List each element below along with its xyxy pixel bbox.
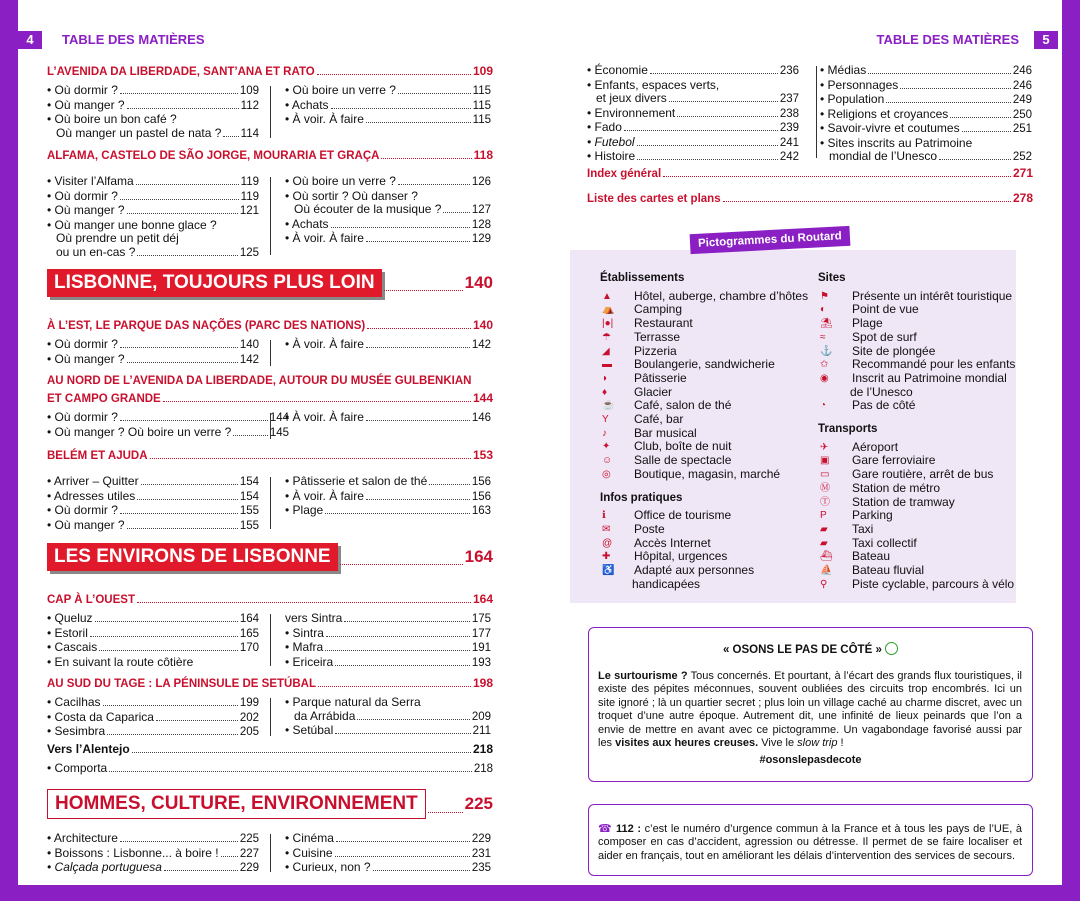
restaurant-icon: |●| <box>602 318 614 330</box>
pictogram-item: P Parking <box>820 508 893 523</box>
toc-part-heading[interactable]: LES ENVIRONS DE LISBONNE 164 <box>47 543 493 571</box>
column-divider <box>270 698 271 736</box>
toc-entry[interactable]: • Calçada portuguesa 229 <box>47 860 259 874</box>
column-divider <box>270 477 271 529</box>
toc-entry[interactable]: • Où manger ? 155 <box>47 517 259 532</box>
toc-section-heading[interactable]: BELÉM ET AJUDA 153 <box>47 448 493 462</box>
train-icon: ▣ <box>820 455 830 467</box>
pictogram-item: ▬ Boulangerie, sandwicherie <box>602 357 775 372</box>
unesco-icon: ◉ <box>820 372 829 384</box>
pictogram-item: ⛵ Bateau fluvial <box>820 563 925 578</box>
toc-entry[interactable]: • Boissons : Lisbonne... à boire ! 227 <box>47 845 259 860</box>
boat-icon: ⛴ <box>820 551 833 563</box>
toc-entry[interactable]: • Savoir-vivre et coutumes 251 <box>820 121 1032 135</box>
camping-icon: ⛺ <box>602 304 615 316</box>
pictogram-item: ⛺ Camping <box>602 302 683 317</box>
toc-entry[interactable]: • En suivant la route côtière <box>47 654 194 669</box>
toc-section-heading-line1[interactable]: AU NORD DE L’AVENIDA DA LIBERDADE, AUTOUR DU MUSÉE GULBENKIAN <box>47 375 472 387</box>
osons-box <box>588 627 1033 782</box>
bus-icon: ▭ <box>820 469 830 481</box>
toc-entry[interactable]: • Médias 246 <box>820 63 1032 77</box>
left-page-number: 4 <box>18 31 42 49</box>
river-boat-icon: ⛵ <box>820 565 833 577</box>
pictogram-item: ⚑ Présente un intérêt touristique <box>820 288 1013 303</box>
aside-icon <box>885 642 898 655</box>
info-icon: ℹ <box>602 510 606 522</box>
osons-title: « OSONS LE PAS DE CÔTÉ » <box>589 642 1032 656</box>
toc-entry[interactable]: • Comporta 218 <box>47 761 493 775</box>
toc-subsection-heading[interactable]: Vers l’Alentejo 218 <box>47 742 493 756</box>
toc-entry[interactable]: • Mafra 191 <box>285 640 491 654</box>
surf-icon: ≈ <box>820 331 826 343</box>
toc-entry-continued[interactable]: et jeux divers 237 <box>596 91 799 105</box>
toc-part-heading[interactable]: LISBONNE, TOUJOURS PLUS LOIN 140 <box>47 269 493 297</box>
kids-icon: ✩ <box>820 359 829 371</box>
toc-entry[interactable]: • Où manger ? Où boire un verre ? 145 <box>47 424 289 439</box>
pictogram-item: ⛱ Plage <box>820 316 883 331</box>
toc-entry[interactable]: • Où dormir ? 140 <box>47 337 259 351</box>
toc-entry[interactable]: • Achats 128 <box>285 216 491 231</box>
toc-entry-continued[interactable]: Où écouter de la musique ? 127 <box>294 202 491 216</box>
toc-entry[interactable]: • À voir. À faire 115 <box>285 112 491 126</box>
toc-entry-continued: Où prendre un petit déj <box>56 231 179 245</box>
toc-entry[interactable]: • Où boire un verre ? 126 <box>285 174 491 188</box>
toc-entry[interactable]: • Cinéma 229 <box>285 831 491 845</box>
toc-entry[interactable]: • Cacilhas 199 <box>47 695 259 709</box>
toc-entry[interactable]: • Où manger ? 112 <box>47 97 259 112</box>
bar-icon: Y <box>602 414 609 426</box>
pictogram-group-heading: Infos pratiques <box>600 491 683 504</box>
pastry-icon: ◗ <box>602 372 609 384</box>
pictogram-item: ◗ Pâtisserie <box>602 370 687 385</box>
toc-entry[interactable]: • À voir. À faire 146 <box>285 410 491 424</box>
pictogram-badge: Pictogrammes du Routard <box>690 226 851 254</box>
toc-entry[interactable]: • Visiter l’Alfama 119 <box>47 174 259 188</box>
toc-entry[interactable]: • Arriver – Quitter 154 <box>47 474 259 488</box>
pictogram-item: ≈ Spot de surf <box>820 329 917 344</box>
toc-entry-continued[interactable]: vers Sintra 175 <box>285 611 491 625</box>
pictogram-item: |●| Restaurant <box>602 316 693 331</box>
toc-entry-continued[interactable]: Où manger un pastel de nata ? 114 <box>56 125 259 140</box>
tram-icon: Ⓣ <box>820 496 830 508</box>
toc-entry[interactable]: • Où dormir ? 119 <box>47 188 259 203</box>
pictogram-item: ◔ Pas de côté <box>820 398 916 413</box>
toc-entry[interactable]: • Où dormir ? 155 <box>47 503 259 517</box>
toc-entry[interactable]: • Sintra 177 <box>285 625 491 640</box>
toc-entry[interactable]: • Où boire un verre ? 115 <box>285 83 491 97</box>
coffee-icon: ☕ <box>602 400 615 412</box>
toc-entry[interactable]: • Où boire un bon café ? <box>47 112 177 126</box>
mail-icon: ✉ <box>602 523 611 535</box>
toc-entry[interactable]: • Plage 163 <box>285 503 491 517</box>
toc-entry[interactable]: • Parque natural da Serra <box>285 695 421 709</box>
toc-entry[interactable]: • Où dormir ? 109 <box>47 83 259 97</box>
osons-text: Le surtourisme ? Tous concernés. Et pourtant, à l’écart des grands flux touristiques, il existe des pépites méconnues, souvent oubliées des circuits trop encombrés. Ici un site ignoré ; là un quartier secret ; plus loin un village caché au charme discret, avec un troquet d’une autre époque. Autrement dit, une infinité de lieux peinards que l’on a envie de mettre en avant avec ce pictogramme. Un vagabondage favorisé aussi par les visites aux heures creuses. Vive le slow trip ! <box>598 670 1022 750</box>
toc-entry[interactable]: • Fado 239 <box>587 120 799 134</box>
diving-icon: ⚓ <box>820 345 833 357</box>
hospital-icon: ✚ <box>602 551 611 563</box>
pictogram-item: ▣ Gare ferroviaire <box>820 453 936 468</box>
hotel-icon: ▲ <box>602 290 612 302</box>
left-page-title: TABLE DES MATIÈRES <box>62 32 205 47</box>
osons-hashtag: #osonslepasdecote <box>759 754 862 767</box>
toc-section-heading[interactable]: Liste des cartes et plans 278 <box>587 191 1033 205</box>
sight-icon: ⚑ <box>820 290 829 302</box>
pictogram-item: ✚ Hôpital, urgences <box>602 549 728 564</box>
toc-entry[interactable]: • Où manger ? 142 <box>47 351 259 366</box>
toc-entry[interactable]: • Où dormir ? 144 <box>47 410 289 424</box>
toc-entry[interactable]: • À voir. À faire 142 <box>285 337 491 351</box>
toc-entry[interactable]: • Achats 115 <box>285 97 491 112</box>
bakery-icon: ▬ <box>602 359 612 371</box>
pictogram-item: ◎ Boutique, magasin, marché <box>602 466 781 481</box>
toc-section-heading[interactable]: ALFAMA, CASTELO DE SÃO JORGE, MOURARIA ET GRAÇA 118 <box>47 148 493 162</box>
toc-entry[interactable]: • Personnages 246 <box>820 77 1032 92</box>
toc-entry[interactable]: • Où sortir ? Où danser ? <box>285 188 418 203</box>
pictogram-item: ☂ Terrasse <box>602 329 681 344</box>
pictogram-item: ◢ Pizzeria <box>602 343 677 358</box>
pictogram-item: ☺ Salle de spectacle <box>602 453 732 468</box>
toc-section-heading[interactable]: À L’EST, LE PARQUE DAS NAÇÕES (PARC DES NATIONS) 140 <box>47 318 493 332</box>
pictogram-item: ◉ Inscrit au Patrimoine mondial <box>820 370 1007 385</box>
column-divider <box>270 614 271 666</box>
pictogram-item: Ⓣ Station de tramway <box>820 494 955 509</box>
column-divider <box>270 340 271 366</box>
right-page-title: TABLE DES MATIÈRES <box>876 32 1019 47</box>
pictogram-item: ▰ Taxi <box>820 521 874 536</box>
toc-entry[interactable]: • Où manger ? 121 <box>47 203 259 217</box>
pictogram-item: ⚓ Site de plongée <box>820 343 936 358</box>
toc-entry[interactable]: • Sesimbra 205 <box>47 724 259 738</box>
toc-entry[interactable]: • Religions et croyances 250 <box>820 106 1032 121</box>
pictogram-item: ✩ Recommandé pour les enfants <box>820 357 1016 372</box>
pictogram-item: ℹ Office de tourisme <box>602 508 732 523</box>
pictogram-item: ◐ Point de vue <box>820 302 919 317</box>
airport-icon: ✈ <box>820 441 829 453</box>
pictogram-item: ⛴ Bateau <box>820 549 891 564</box>
column-divider <box>270 834 271 872</box>
column-divider <box>270 177 271 255</box>
toc-entry[interactable]: • Curieux, non ? 235 <box>285 860 491 874</box>
club-icon: ✦ <box>602 441 611 453</box>
phone-icon: ☎ <box>598 823 613 835</box>
music-icon: ♪ <box>602 427 607 439</box>
pictogram-group-heading: Sites <box>818 272 846 284</box>
pictogram-item: ⚲ Piste cyclable, parcours à vélo <box>820 576 1015 591</box>
column-divider <box>816 66 817 158</box>
pictogram-item: Y Café, bar <box>602 412 684 427</box>
toc-entry-continued[interactable]: ou un en-cas ? 125 <box>56 244 259 259</box>
pictogram-item: ♿ Adapté aux personnes <box>602 563 755 578</box>
toc-entry[interactable]: • Population 249 <box>820 92 1032 106</box>
wheelchair-icon: ♿ <box>602 565 615 577</box>
terrace-icon: ☂ <box>602 331 611 343</box>
toc-entry[interactable]: • Adresses utiles 154 <box>47 488 259 503</box>
pictogram-item: ▭ Gare routière, arrêt de bus <box>820 467 994 482</box>
toc-part-heading[interactable]: HOMMES, CULTURE, ENVIRONNEMENT 225 <box>47 789 493 819</box>
toc-entry[interactable]: • Queluz 164 <box>47 611 259 625</box>
toc-entry[interactable]: • Cuisine 231 <box>285 845 491 860</box>
toc-section-heading[interactable]: L’AVENIDA DA LIBERDADE, SANT’ANA ET RATO 109 <box>47 64 493 78</box>
toc-entry[interactable]: • À voir. À faire 129 <box>285 231 491 245</box>
toc-entry[interactable]: • Enfants, espaces verts, <box>587 77 720 92</box>
right-page-number: 5 <box>1034 31 1058 49</box>
pictogram-item-continued: handicapées <box>632 576 701 591</box>
toc-entry[interactable]: • Où manger une bonne glace ? <box>47 217 217 232</box>
metro-icon: Ⓜ <box>820 482 830 494</box>
toc-entry[interactable]: • Costa da Caparica 202 <box>47 709 259 724</box>
column-divider <box>270 413 271 439</box>
toc-section-heading[interactable]: Index général 271 <box>587 166 1033 180</box>
pictogram-item: ♦ Glacier <box>602 384 673 399</box>
toc-entry-continued[interactable]: da Arrábida 209 <box>294 708 491 723</box>
icecream-icon: ♦ <box>602 386 608 398</box>
toc-entry-continued[interactable]: mondial de l’Unesco 252 <box>829 149 1032 163</box>
shop-icon: ◎ <box>602 468 611 480</box>
toc-entry[interactable]: • Économie 236 <box>587 63 799 77</box>
toc-entry[interactable]: • Environnement 238 <box>587 105 799 120</box>
toc-entry[interactable]: • Futebol 241 <box>587 134 799 149</box>
toc-section-heading[interactable]: AU SUD DU TAGE : LA PÉNINSULE DE SETÚBAL 198 <box>47 676 493 690</box>
pictogram-item: ✉ Poste <box>602 521 665 536</box>
taxi-icon: ▰ <box>820 523 828 535</box>
column-divider <box>270 86 271 138</box>
toc-entry[interactable]: • À voir. À faire 156 <box>285 488 491 503</box>
pizza-icon: ◢ <box>602 345 610 357</box>
theatre-icon: ☺ <box>602 455 613 467</box>
pictogram-item: Ⓜ Station de métro <box>820 480 941 495</box>
toc-entry[interactable]: • Setúbal 211 <box>285 723 491 737</box>
pictogram-group-heading: Établissements <box>600 272 685 284</box>
emergency-box <box>588 804 1033 876</box>
parking-icon: P <box>820 510 827 522</box>
toc-section-heading[interactable]: CAP À L’OUEST 164 <box>47 592 493 606</box>
viewpoint-icon: ◐ <box>820 304 827 316</box>
toc-entry[interactable]: • Estoril 165 <box>47 625 259 640</box>
pictogram-item-continued: de l’Unesco <box>850 384 913 399</box>
beach-icon: ⛱ <box>820 318 833 330</box>
pictogram-item: ✦ Club, boîte de nuit <box>602 439 732 454</box>
toc-entry[interactable]: • Histoire 242 <box>587 149 799 163</box>
at-icon: @ <box>602 537 613 549</box>
aside-icon: ◔ <box>820 400 827 412</box>
toc-entry[interactable]: • Pâtisserie et salon de thé 156 <box>285 474 491 488</box>
emergency-text: ☎ 112 : c’est le numéro d’urgence commun à la France et à tous les pays de l’UE, à composer en cas d’accident, agression ou détresse. Il permet de se faire localiser et aider en français, tout en améliorant les délais d’intervention des services de secours. <box>598 823 1022 862</box>
pictogram-item: ▲ Hôtel, auberge, chambre d’hôtes <box>602 288 809 303</box>
toc-section-heading[interactable]: ET CAMPO GRANDE 144 <box>47 391 493 405</box>
toc-entry[interactable]: • Architecture 225 <box>47 831 259 845</box>
toc-entry[interactable]: • Cascais 170 <box>47 640 259 654</box>
toc-entry[interactable]: • Sites inscrits au Patrimoine <box>820 135 973 150</box>
toc-entry[interactable]: • Ericeira 193 <box>285 654 491 669</box>
pictogram-item: ✈ Aéroport <box>820 439 899 454</box>
bike-icon: ⚲ <box>820 578 828 590</box>
shared-taxi-icon: ▰ <box>820 537 828 549</box>
pictogram-group-heading: Transports <box>818 423 878 436</box>
pictogram-item: @ Accès Internet <box>602 535 711 550</box>
pictogram-item: ♪ Bar musical <box>602 425 697 440</box>
pictogram-item: ▰ Taxi collectif <box>820 535 917 550</box>
pictogram-item: ☕ Café, salon de thé <box>602 398 732 413</box>
